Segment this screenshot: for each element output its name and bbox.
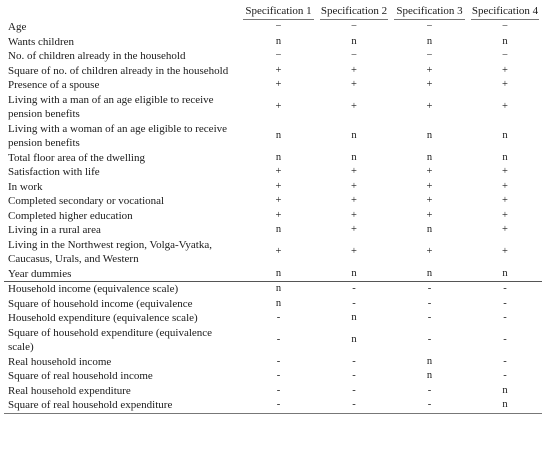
cell-specification-3: −: [426, 50, 433, 61]
table-row: [4, 355, 542, 370]
table-row: [4, 326, 542, 355]
cell-specification-3: n: [426, 35, 433, 47]
cell-specification-3: -: [391, 398, 468, 413]
cell-specification-2: +: [351, 166, 357, 177]
row-label: Satisfaction with life: [8, 166, 100, 178]
cell-specification-3: -: [427, 384, 432, 396]
cell-specification-1: −: [275, 21, 282, 32]
cell-specification-4: +: [502, 100, 508, 112]
cell-specification-2: -: [317, 398, 391, 413]
row-label: Square of no. of children already in the household: [8, 64, 229, 77]
table-row: [4, 49, 542, 64]
cell-specification-2: +: [351, 195, 357, 206]
row-label: Household expenditure (equivalence scale): [8, 312, 198, 324]
cell-specification-4: −: [502, 50, 508, 61]
cell-specification-4: -: [503, 312, 507, 323]
row-label: No. of children already in the household: [8, 50, 186, 62]
cell-specification-3: n: [426, 267, 433, 279]
table-row: [4, 151, 542, 166]
cell-specification-1: +: [275, 64, 282, 76]
cell-specification-2: +: [351, 224, 357, 235]
header-specification-3: Specification 3: [391, 5, 468, 20]
cell-specification-2: +: [351, 209, 357, 221]
table-row: [4, 20, 542, 35]
cell-specification-3: n: [426, 355, 433, 367]
cell-specification-4: -: [503, 297, 507, 309]
cell-specification-4: n: [468, 398, 542, 413]
cell-specification-3: +: [426, 245, 433, 257]
cell-specification-2: n: [351, 312, 357, 323]
cell-specification-1: -: [276, 333, 281, 345]
row-label: Living in the Northwest region, Volga-Vyatka, Caucasus, Urals, and Western: [8, 238, 212, 265]
cell-specification-4: n: [502, 267, 508, 279]
cell-specification-4: +: [502, 209, 508, 221]
cell-specification-2: n: [351, 333, 357, 345]
cell-specification-2: +: [351, 180, 357, 192]
cell-specification-3: +: [426, 100, 433, 112]
cell-specification-3: +: [426, 79, 433, 90]
cell-specification-4: +: [502, 166, 508, 177]
cell-specification-2: n: [351, 129, 357, 141]
cell-specification-1: n: [275, 224, 282, 235]
cell-specification-1: n: [275, 151, 282, 163]
cell-specification-2: +: [351, 79, 357, 90]
cell-specification-4: +: [502, 245, 508, 257]
cell-specification-4: -: [503, 333, 507, 345]
table-row: [4, 209, 542, 224]
cell-specification-3: n: [426, 224, 433, 235]
cell-specification-3: −: [426, 21, 433, 32]
cell-specification-4: +: [502, 224, 508, 235]
table-row: [4, 223, 542, 238]
row-label: Real household expenditure: [8, 384, 131, 397]
cell-specification-3: -: [427, 312, 432, 323]
row-label: Square of household income (equivalence: [8, 297, 193, 310]
cell-specification-1: -: [240, 398, 317, 413]
table-row: [4, 180, 542, 195]
cell-specification-2: +: [351, 100, 357, 112]
cell-specification-4: n: [502, 129, 508, 141]
cell-specification-2: -: [352, 355, 356, 367]
table-row: [4, 238, 542, 267]
cell-specification-4: n: [502, 151, 508, 163]
cell-specification-4: -: [503, 355, 507, 367]
cell-specification-1: +: [275, 209, 282, 221]
table-row: [4, 35, 542, 50]
cell-specification-1: +: [275, 195, 282, 206]
cell-specification-4: -: [503, 370, 507, 381]
table-row: [4, 78, 542, 93]
cell-specification-2: n: [351, 35, 357, 47]
row-label: Age: [8, 21, 27, 33]
header-specification-2: Specification 2: [317, 5, 391, 20]
cell-specification-1: n: [275, 35, 282, 47]
row-label: Completed higher education: [8, 209, 133, 222]
cell-specification-1: -: [276, 384, 281, 396]
row-label: Square of real household expenditure: [4, 398, 240, 413]
cell-specification-3: +: [426, 64, 433, 76]
cell-specification-3: n: [426, 151, 433, 163]
table-row: [4, 311, 542, 326]
table-row: [4, 384, 542, 399]
table-row: [4, 369, 542, 384]
header-specification-1: Specification 1: [240, 5, 317, 20]
cell-specification-1: +: [275, 166, 282, 177]
cell-specification-1: n: [275, 297, 282, 309]
cell-specification-4: +: [502, 180, 508, 192]
cell-specification-2: -: [352, 384, 356, 396]
cell-specification-1: −: [275, 50, 282, 61]
cell-specification-4: -: [468, 282, 542, 297]
cell-specification-4: +: [502, 195, 508, 206]
row-label: Wants children: [8, 35, 75, 48]
row-label: Total floor area of the dwelling: [8, 151, 145, 164]
table-row: [4, 267, 542, 282]
cell-specification-4: −: [502, 21, 508, 32]
row-label: Square of household expenditure (equivalence scale): [8, 326, 213, 353]
cell-specification-2: -: [352, 370, 356, 381]
header-specification-4: Specification 4: [468, 5, 542, 20]
cell-specification-2: -: [317, 282, 391, 297]
cell-specification-2: n: [351, 151, 357, 163]
cell-specification-3: -: [427, 333, 432, 345]
header-variable-column: [4, 5, 240, 20]
cell-specification-1: -: [276, 312, 281, 323]
cell-specification-2: -: [352, 297, 356, 309]
cell-specification-1: n: [275, 129, 282, 141]
cell-specification-1: n: [275, 267, 282, 279]
cell-specification-4: n: [502, 35, 508, 47]
row-label: Square of real household income: [8, 370, 153, 382]
cell-specification-3: -: [391, 282, 468, 297]
cell-specification-1: +: [275, 100, 282, 112]
cell-specification-1: +: [275, 180, 282, 192]
cell-specification-1: n: [240, 282, 317, 297]
row-label: Household income (equivalence scale): [4, 282, 240, 297]
table-row: [4, 165, 542, 180]
row-label: Presence of a spouse: [8, 79, 100, 91]
table-row: [4, 282, 542, 297]
specification-results-table: [4, 5, 542, 414]
table-row: [4, 122, 542, 151]
cell-specification-3: +: [426, 195, 433, 206]
cell-specification-1: +: [275, 245, 282, 257]
cell-specification-2: n: [351, 267, 357, 279]
cell-specification-2: −: [351, 50, 357, 61]
table-body: [4, 20, 542, 413]
table-row: [4, 398, 542, 413]
cell-specification-2: −: [351, 21, 357, 32]
row-label: Living in a rural area: [8, 224, 101, 236]
cell-specification-4: +: [502, 79, 508, 90]
table-row: [4, 64, 542, 79]
row-label: Living with a woman of an age eligible to receive pension benefits: [8, 122, 228, 149]
cell-specification-4: n: [502, 384, 508, 396]
cell-specification-2: +: [351, 245, 357, 257]
cell-specification-1: -: [276, 355, 281, 367]
cell-specification-3: +: [426, 180, 433, 192]
row-label: Year dummies: [8, 267, 72, 280]
cell-specification-4: +: [502, 64, 508, 76]
cell-specification-1: -: [276, 370, 281, 381]
cell-specification-3: +: [426, 166, 433, 177]
table-row: [4, 93, 542, 122]
cell-specification-2: +: [351, 64, 357, 76]
table-row: [4, 297, 542, 312]
row-label: Living with a man of an age eligible to receive pension benefits: [8, 93, 214, 120]
row-label: Completed secondary or vocational: [8, 195, 165, 207]
cell-specification-3: n: [426, 129, 433, 141]
row-label: In work: [8, 180, 43, 193]
cell-specification-1: +: [275, 79, 282, 90]
table-row: [4, 194, 542, 209]
cell-specification-3: n: [426, 370, 433, 381]
table-header: [4, 5, 542, 20]
row-label: Real household income: [8, 355, 112, 368]
cell-specification-3: +: [426, 209, 433, 221]
cell-specification-3: -: [427, 297, 432, 309]
